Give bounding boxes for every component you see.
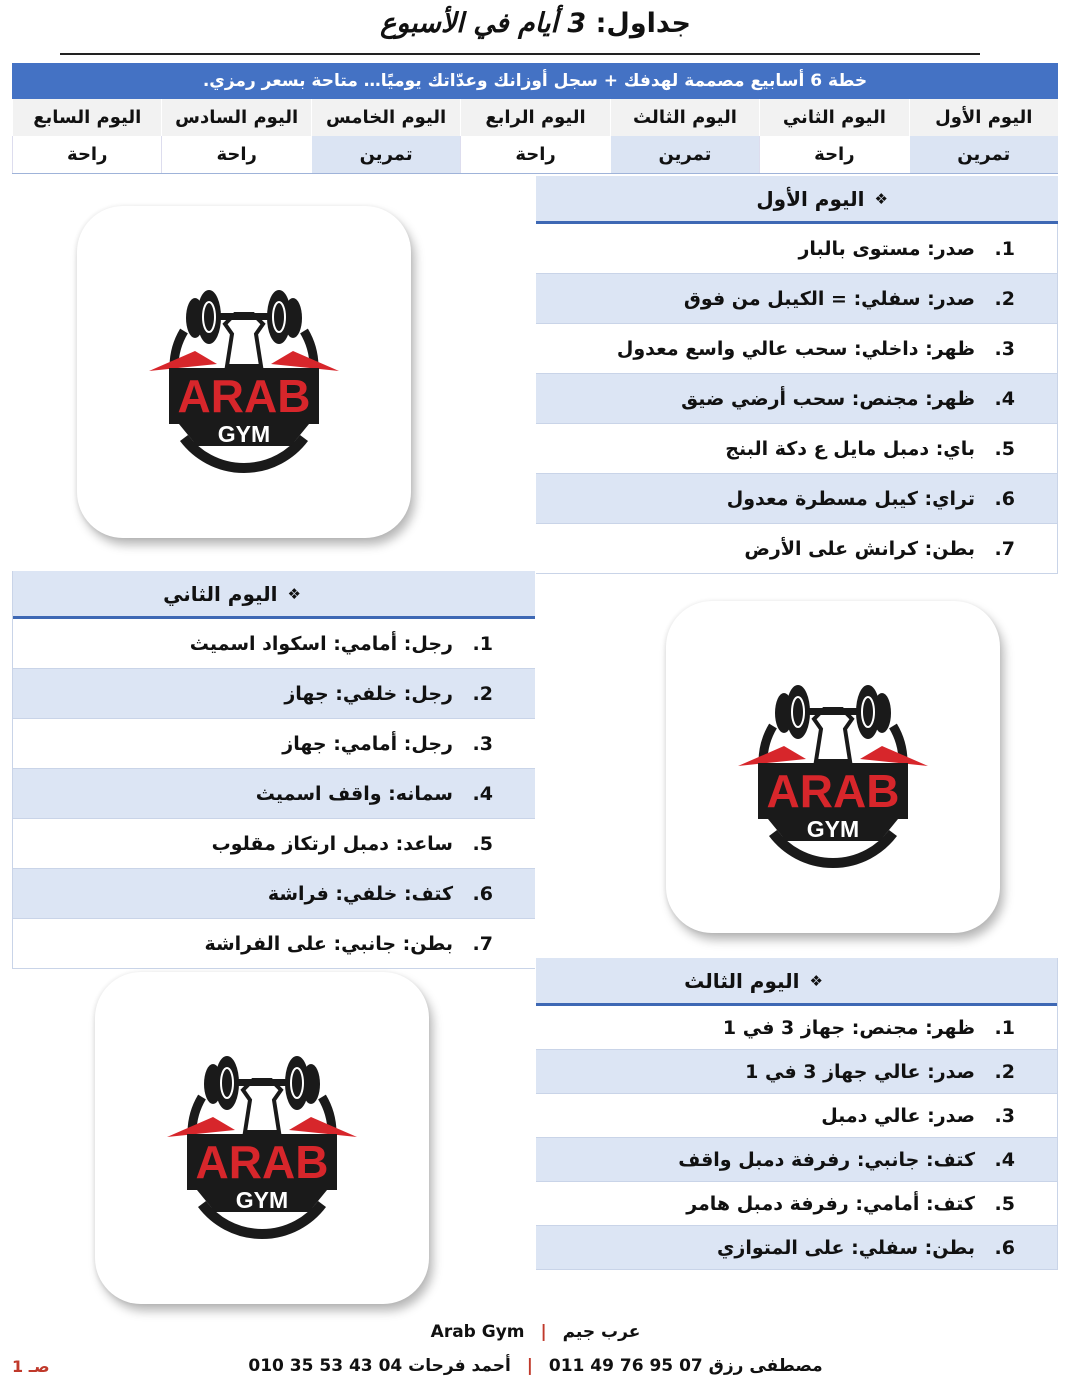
logo-card-3 [95,972,429,1304]
exercise-row [536,1226,1057,1270]
day-status-cell: تمرين [311,136,460,173]
exercise-number: 4. [472,782,493,805]
exercise-row [536,1138,1057,1182]
day3-title: اليوم الثالث [684,968,800,993]
exercise-number: 1. [472,632,493,655]
exercise-text: صدر: عالي جهاز 3 في 1 [745,1060,975,1083]
exercise-number: 3. [994,1104,1015,1127]
footer-contacts [0,1356,1071,1376]
logo-card-2 [666,601,1000,933]
exercise-number: 6. [994,487,1015,510]
exercise-row [536,1094,1057,1138]
exercise-text: صدر: مستوى بالبار [798,237,975,260]
exercise-text: بطن: كرانش على الأرض [744,537,975,560]
day-status-cell: راحة [759,136,908,173]
days-status-row [12,136,1058,174]
exercise-number: 6. [472,882,493,905]
exercise-text: رجل: أمامي: جهاز [282,732,453,755]
logo-subtitle: GYM [217,421,271,447]
page-title [0,8,1071,39]
exercise-number: 2. [994,287,1015,310]
days-header-row [12,99,1058,136]
exercise-number: 4. [994,387,1015,410]
day-header-cell: اليوم الثالث [610,99,759,136]
day-header-cell: اليوم الثاني [759,99,908,136]
bullet-icon: ❖ [809,971,823,990]
exercise-row [536,1006,1057,1050]
plan-banner: خطة 6 أسابيع مصممة لهدفك + سجل أوزانك وعدّاتك يوميًا… متاحة بسعر رمزي. [12,63,1058,99]
exercise-number: 6. [994,1236,1015,1259]
exercise-row [536,474,1057,524]
exercise-text: صدر: سفلي: = الكيبل من فوق [683,287,975,310]
logo-card-1 [77,206,411,538]
exercise-number: 7. [472,932,493,955]
exercise-text: ظهر: مجنص: سحب أرضي ضيق [681,387,975,410]
day-header-cell: اليوم الخامس [311,99,460,136]
exercise-row [13,769,535,819]
exercise-number: 1. [994,1016,1015,1039]
exercise-text: رجل: خلفي: جهاز [284,682,453,705]
footer-contact-2: مصطفى رزق 07 95 76 49 011 [548,1356,823,1376]
exercise-number: 5. [994,437,1015,460]
day3-heading [536,958,1057,1006]
footer-brand-en: Arab Gym [430,1322,525,1342]
exercise-text: تراي: كيبل مسطرة معدول [726,487,975,510]
logo-wordmark: ARAB [195,1136,329,1188]
day1-title: اليوم الأول [756,186,865,211]
day3-exercise-list [536,1006,1057,1270]
exercise-row [536,424,1057,474]
exercise-row [13,869,535,919]
exercise-row [536,1050,1057,1094]
exercise-row [13,919,535,969]
exercise-text: كتف: خلفي: فراشة [267,882,453,905]
exercise-number: 1. [994,237,1015,260]
exercise-number: 5. [472,832,493,855]
exercise-text: رجل: أمامي: اسكواد اسميث [189,632,453,655]
weekly-schedule-table [12,63,1058,174]
exercise-row [13,669,535,719]
day-status-cell: راحة [460,136,609,173]
exercise-row [13,719,535,769]
logo-subtitle: GYM [235,1187,289,1213]
exercise-row [536,324,1057,374]
exercise-number: 4. [994,1148,1015,1171]
exercise-text: سمانه: واقف اسميث [255,782,453,805]
day2-exercise-list [13,619,535,969]
page-number: صـ 1 [12,1357,50,1376]
day1-heading [536,176,1058,224]
day2-panel [12,571,535,969]
exercise-text: ساعد: دمبل ارتكاز مقلوب [211,832,453,855]
logo-wordmark: ARAB [177,370,311,422]
exercise-row [536,374,1057,424]
footer-separator: | [540,1322,547,1342]
day3-panel [536,958,1058,1270]
exercise-number: 3. [994,337,1015,360]
exercise-number: 5. [994,1192,1015,1215]
exercise-text: صدر: عالي دمبل [821,1104,975,1127]
day2-title: اليوم الثاني [163,581,278,606]
exercise-text: ظهر: داخلي: سحب عالي واسع معدول [616,337,975,360]
bullet-icon: ❖ [287,584,301,603]
title-emphasis: 3 أيام في الأسبوع [380,8,587,39]
day-status-cell: راحة [12,136,161,173]
exercise-row [536,1182,1057,1226]
day1-panel [536,176,1058,574]
day-status-cell: راحة [161,136,310,173]
day-status-cell: تمرين [909,136,1058,173]
day-header-cell: اليوم الأول [909,99,1058,136]
exercise-text: بطن: جانبي: على الفراشة [204,932,453,955]
exercise-text: كتف: أمامي: رفرفة دمبل هامر [686,1192,975,1215]
exercise-text: ظهر: مجنص: جهاز 3 في 1 [722,1016,975,1039]
exercise-row [536,224,1057,274]
exercise-row [13,819,535,869]
exercise-number: 3. [472,732,493,755]
logo-wordmark: ARAB [766,765,900,817]
exercise-text: كتف: جانبي: رفرفة دمبل واقف [678,1148,975,1171]
exercise-number: 2. [994,1060,1015,1083]
logo-subtitle: GYM [806,816,860,842]
exercise-text: بطن: سفلي: على المتوازي [717,1236,975,1259]
exercise-row [536,524,1057,574]
day1-exercise-list [536,224,1058,574]
footer-brand [0,1322,1071,1342]
day-header-cell: اليوم السابع [12,99,161,136]
footer-brand-ar: عرب جيم [562,1322,641,1342]
footer-separator: | [526,1356,533,1376]
exercise-text: باي: دمبل مايل ع دكة البنج [725,437,975,460]
exercise-row [13,619,535,669]
footer-contact-1: أحمد فرحات 04 43 53 35 010 [248,1356,511,1376]
day2-heading [13,571,535,619]
day-header-cell: اليوم الرابع [460,99,609,136]
bullet-icon: ❖ [874,189,888,208]
exercise-number: 2. [472,682,493,705]
title-divider [60,53,980,55]
exercise-row [536,274,1057,324]
title-prefix: جداول: [595,8,691,39]
day-header-cell: اليوم السادس [161,99,310,136]
exercise-number: 7. [994,537,1015,560]
day-status-cell: تمرين [610,136,759,173]
